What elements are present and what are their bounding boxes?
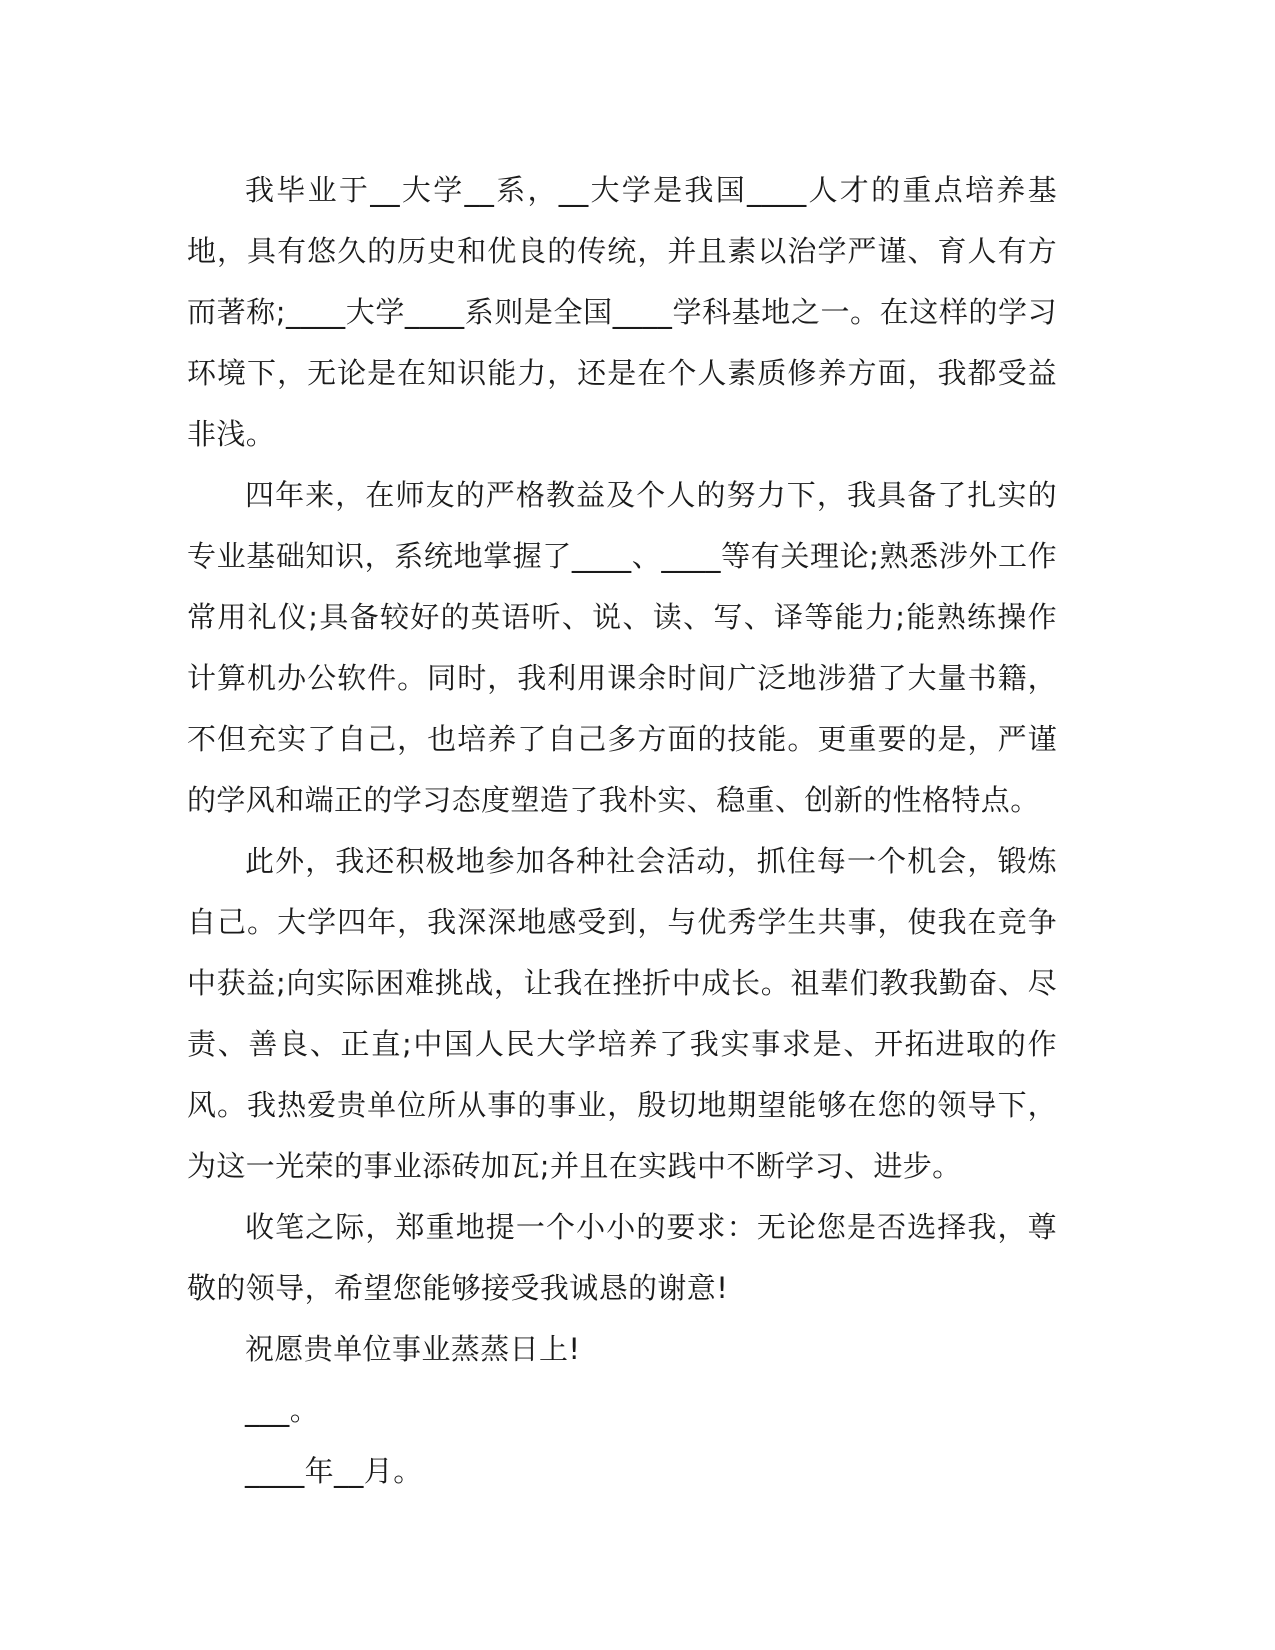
paragraph-activities: 此外，我还积极地参加各种社会活动，抓住每一个机会，锻炼自己。大学四年，我深深地感受到，与优秀学生共事，使我在竞争中获益;向实际困难挑战，让我在挫折中成长。祖辈们教我勤奋、尽责、善良、正直;中国人民大学培养了我实事求是、开拓进取的作风。我热爱贵单位所从事的事业，殷切地期望能够在您的领导下，为这一光荣的事业添砖加瓦;并且在实践中不断学习、进步。 — [187, 844, 1057, 1183]
paragraph-education: 我毕业于__大学__系，__大学是我国____人才的重点培养基地，具有悠久的历史和优良的传统，并且素以治学严谨、育人有方而著称;____大学____系则是全国____学科基地之一。在这样的学习环境下，无论是在知识能力，还是在个人素质修养方面，我都受益非浅。 — [187, 173, 1057, 451]
signature-line: ___。 — [245, 1393, 320, 1427]
date-line: ____年__月。 — [245, 1454, 423, 1488]
paragraph-wishes: 祝愿贵单位事业蒸蒸日上! — [245, 1332, 581, 1366]
paragraph-closing-request: 收笔之际，郑重地提一个小小的要求：无论您是否选择我，尊敬的领导，希望您能够接受我诚恳的谢意! — [187, 1210, 1057, 1305]
paragraph-skills: 四年来，在师友的严格教益及个人的努力下，我具备了扎实的专业基础知识，系统地掌握了____、____等有关理论;熟悉涉外工作常用礼仪;具备较好的英语听、说、读、写、译等能力;能熟练操作计算机办公软件。同时，我利用课余时间广泛地涉猎了大量书籍，不但充实了自己，也培养了自己多方面的技能。更重要的是，严谨的学风和端正的学习态度塑造了我朴实、稳重、创新的性格特点。 — [187, 478, 1057, 817]
letter-body — [187, 160, 1057, 1502]
